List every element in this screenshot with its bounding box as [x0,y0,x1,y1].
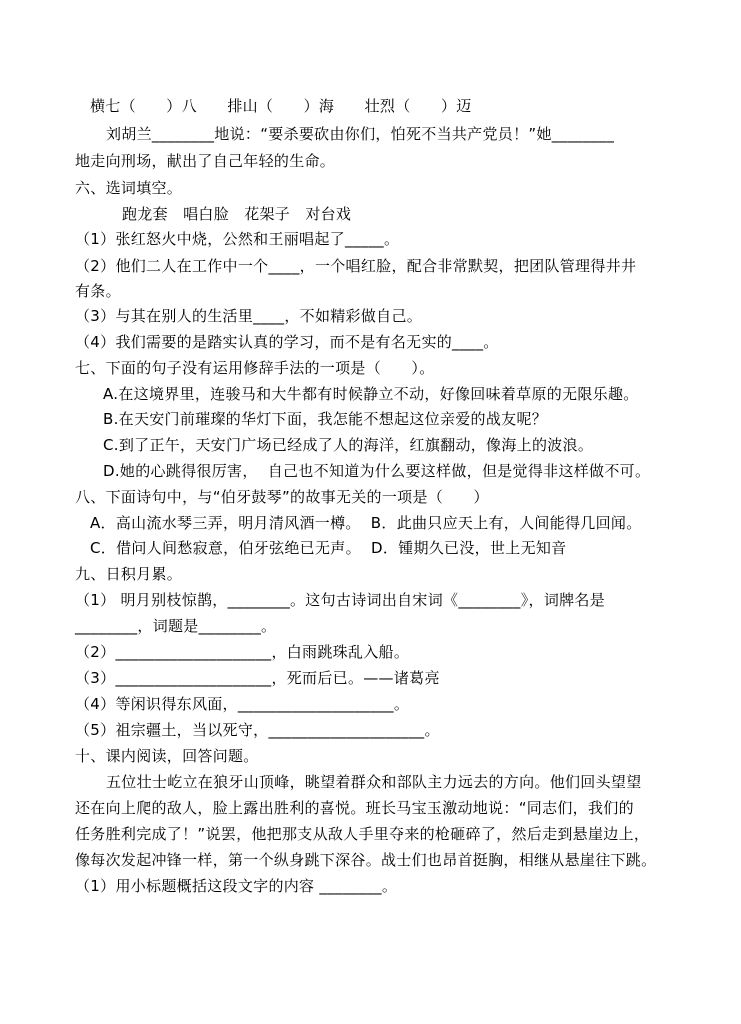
passage-line-3: 任务胜利完成了！”说罢，他把那支从敌人手里夺来的枪砸碎了，然后走到悬崖边上， [75,825,650,843]
question-9-1-cont: ________，词题是________。 [75,617,277,635]
question-6-3: （3）与其在别人的生活里____，不如精彩做自己。 [75,307,423,325]
liuhulan-line-2: 地走向刑场，献出了自己年轻的生命。 [75,152,336,170]
question-9-4: （4）等闲识得东风面，____________________。 [75,695,410,713]
question-6-2-cont: 有条。 [75,282,121,300]
question-9-5: （5）祖宗疆土，当以死守，____________________。 [75,721,440,739]
option-7-d: D.她的心跳得很厉害， 自己也不知道为什么要这样做，但是觉得非这样做不可。 [103,462,651,480]
idiom-fill-line: 横七（ ）八 排山（ ）海 壮烈（ ）迈 [90,97,472,115]
passage-line-4: 像每次发起冲锋一样，第一个纵身跳下深谷。战士们也昂首挺胸，相继从悬崖往下跳。 [75,851,657,869]
passage-line-2: 还在向上爬的敌人，脸上露出胜利的喜悦。班长马宝玉激动地说：“同志们，我们的 [75,799,634,817]
question-9-3: （3）____________________，死而后已。——诸葛亮 [75,669,440,687]
question-9-1: （1） 明月别枝惊鹊，________。这句古诗词出自宋词《________》，词牌名是 [75,591,606,609]
section-6-heading: 六、选词填空。 [75,179,183,197]
option-7-c: C.到了正午，天安门广场已经成了人的海洋，红旗翻动，像海上的波浪。 [103,436,594,454]
options-8-ab: A．高山流水琴三弄，明月清风酒一樽。 B．此曲只应天上有，人间能得几回闻。 [90,514,642,532]
question-6-1: （1）张红怒火中烧，公然和王丽唱起了_____。 [75,230,400,248]
liuhulan-line-1: 刘胡兰________地说：“要杀要砍由你们，怕死不当共产党员！”她________ [106,125,615,143]
options-8-cd: C．借问人间愁寂意，伯牙弦绝已无声。 D．锺期久已没，世上无知音 [90,539,567,557]
section-9-heading: 九、日积月累。 [75,565,183,583]
question-6-2: （2）他们二人在工作中一个____，一个唱红脸，配合非常默契，把团队管理得井井 [75,257,637,275]
section-7-heading: 七、下面的句子没有运用修辞手法的一项是（ ）。 [75,359,435,377]
passage-line-1: 五位壮士屹立在狼牙山顶峰，眺望着群众和部队主力远去的方向。他们回头望望 [106,773,642,791]
question-9-2: （2）____________________，白雨跳珠乱入船。 [75,643,410,661]
option-7-b: B.在天安门前璀璨的华灯下面，我怎能不想起这位亲爱的战友呢？ [103,410,548,428]
question-6-4: （4）我们需要的是踏实认真的学习，而不是有名无实的____。 [75,333,499,351]
option-7-a: A.在这境界里，连骏马和大牛都有时候静立不动，好像回味着草原的无限乐趣。 [103,385,639,403]
section-8-heading: 八、下面诗句中，与“伯牙鼓琴”的故事无关的一项是（ ） [75,488,489,506]
section-10-heading: 十、课内阅读，回答问题。 [75,747,259,765]
question-10-1: （1）用小标题概括这段文字的内容 ________。 [75,877,398,895]
word-choices: 跑龙套 唱白脸 花架子 对台戏 [122,205,352,223]
